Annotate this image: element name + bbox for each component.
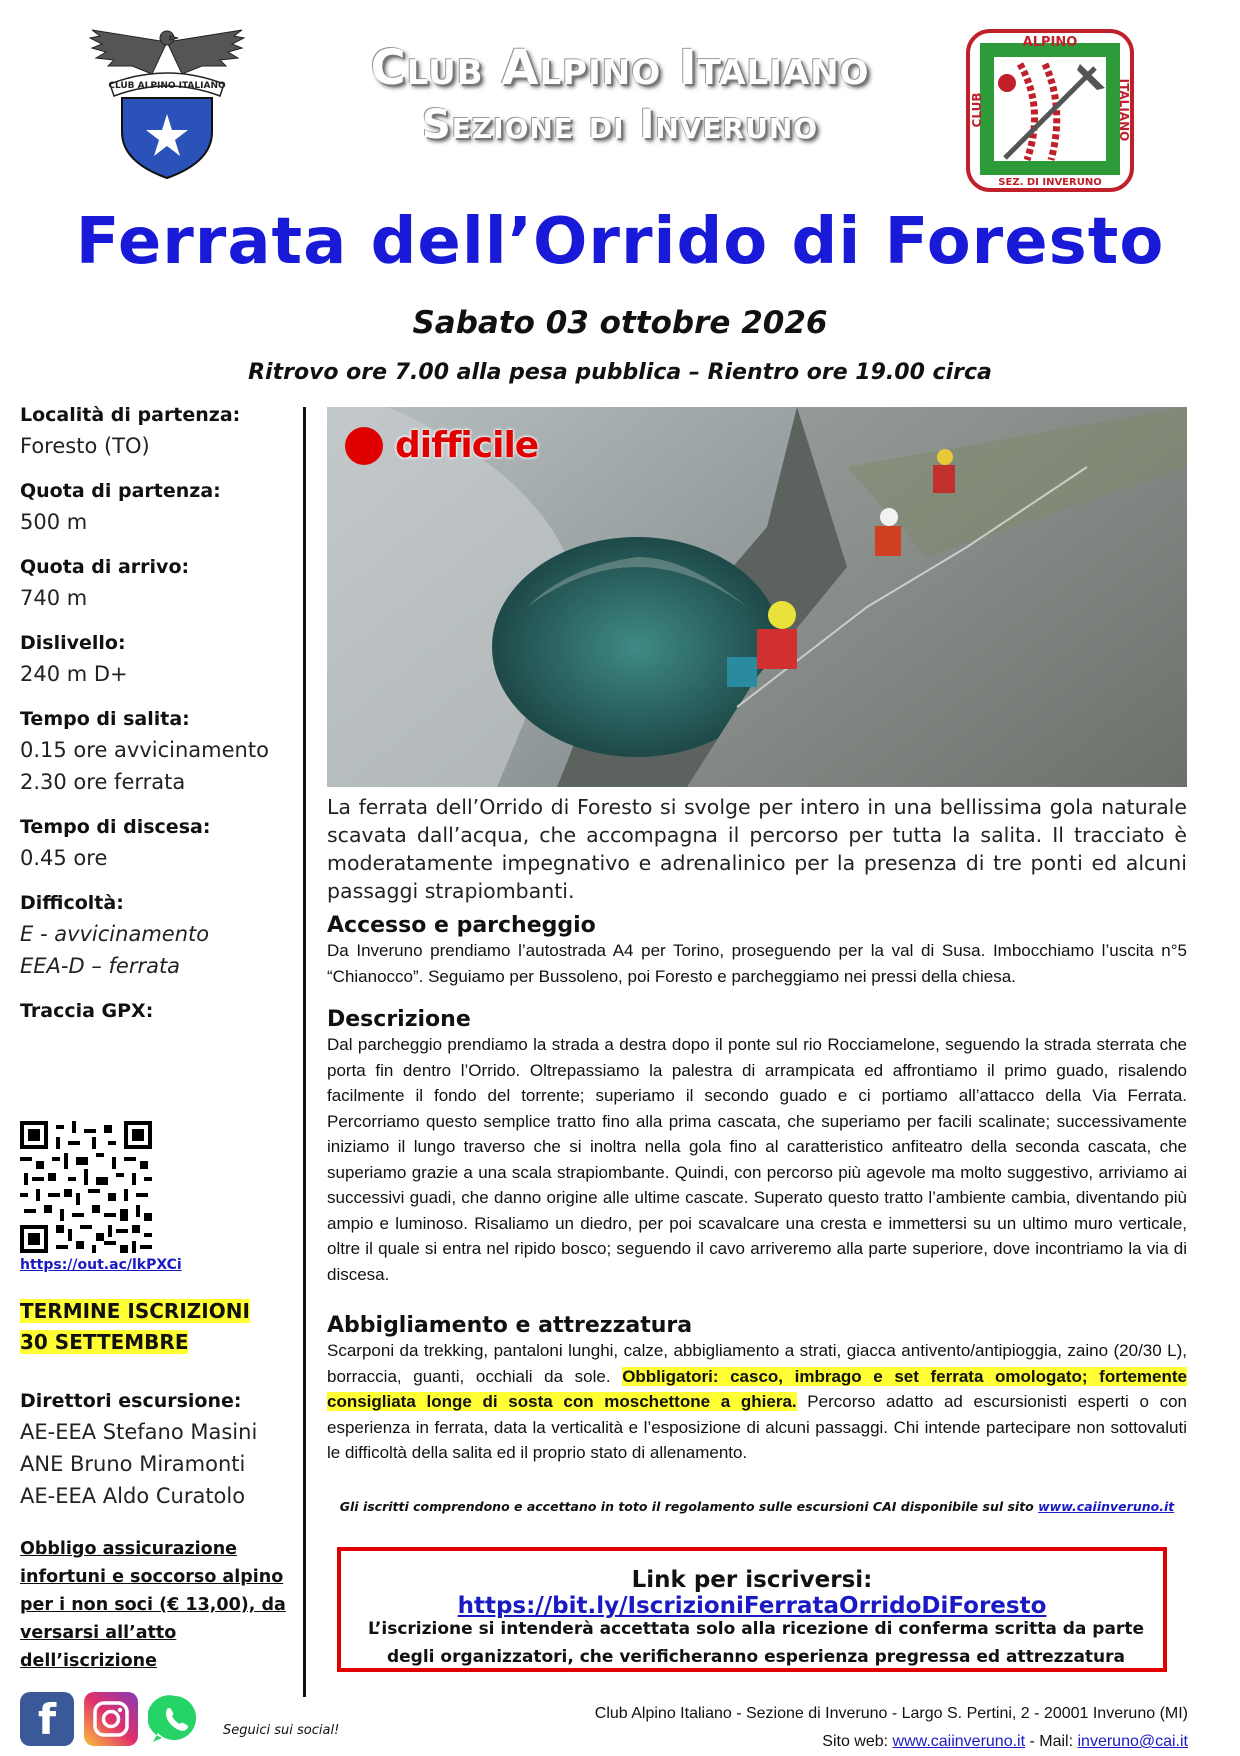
detail-start-location: Località di partenza: Foresto (TO) — [20, 404, 241, 458]
regulation-disclaimer: Gli iscritti comprendono e accettano in toto il regolamento sulle escursioni CAI disponibile sul sito www.caiinveruno.it — [339, 1499, 1175, 1514]
director-name: AE-EEA Aldo Curatolo — [20, 1484, 246, 1508]
whatsapp-icon[interactable] — [148, 1692, 202, 1746]
section-gear: Abbigliamento e attrezzatura Scarponi da trekking, pantaloni lunghi, calze, abbigliamento a strati, giacca antivento/antipioggia, zaino (20/30 L), borraccia, guanti, occhiali da sole. Obbligatori: casco, imbrago e set ferrata omologato; fortemente consigliata longe di sosta con moschettone a ghiera. Percorso adatto ad escursionisti esperti o con esperienza in ferrata, data la verticalità e l’esposizione di alcuni passaggi. Chi intende partecipare non sottovaluti le difficoltà della salita ed il proprio stato di allenamento. — [327, 1313, 1188, 1462]
director-name: AE-EEA Stefano Masini — [20, 1420, 258, 1444]
director-name: ANE Bruno Miramonti — [20, 1452, 246, 1476]
website-link[interactable]: www.caiinveruno.it — [1038, 1499, 1175, 1514]
club-name: Club Alpino Italiano — [370, 40, 870, 96]
gpx-label: Traccia GPX: — [20, 1000, 154, 1022]
detail-ascent-time: Tempo di salita: 0.15 ore avvicinamento 2.30 ore ferrata — [20, 708, 269, 794]
difficulty-dot-icon — [345, 427, 383, 465]
registration-note: L’iscrizione si intenderà accettata solo alla ricezione di conferma scritta da parte degli organizzatori, che verificheranno esperienza pregressa ed attrezzatura — [368, 1619, 1144, 1667]
svg-text:ALPINO: ALPINO — [1022, 35, 1078, 50]
intro-text: La ferrata dell’Orrido di Foresto si svolge per intero in una bellissima gola naturale scavata dall’acqua, che accompagna il percorso per tutta la salita. Il tracciato è moderatamente impegnativo e adrenalinico per la presenza di tre ponti ed alcuni passaggi strapiombanti. — [327, 795, 1187, 903]
svg-text:ITALIANO: ITALIANO — [1117, 78, 1131, 142]
detail-end-altitude: Quota di arrivo: 740 m — [20, 556, 190, 610]
follow-us: Seguici sui social! — [223, 1723, 340, 1738]
trip-details — [20, 400, 290, 1040]
cai-logo — [82, 22, 252, 182]
detail-difficulty: Difficoltà: E - avvicinamento EEA-D – ferrata — [20, 892, 210, 978]
difficulty-badge: difficile — [345, 425, 538, 466]
footer-email-link[interactable]: inveruno@cai.it — [1077, 1733, 1188, 1750]
detail-descent-time: Tempo di discesa: 0.45 ore — [20, 816, 211, 870]
event-title: Ferrata dell’Orrido di Foresto — [75, 205, 1165, 279]
trip-directors: Direttori escursione: AE-EEA Stefano Masini ANE Bruno Miramonti AE-EEA Aldo Curatolo — [20, 1386, 300, 1512]
insurance-notice: Obbligo assicurazione infortuni e soccorso alpino per i non soci (€ 13,00), da versarsi all’atto dell’iscrizione — [20, 1539, 286, 1671]
svg-text:SEZ. DI INVERUNO: SEZ. DI INVERUNO — [998, 177, 1102, 188]
meeting-info: Ritrovo ore 7.00 alla pesa pubblica – Rientro ore 19.00 circa — [248, 360, 992, 385]
cai-inveruno-logo — [965, 28, 1135, 193]
cai-logo-text: CLUB ALPINO ITALIANO — [108, 81, 226, 91]
footer-contacts: Club Alpino Italiano - Sezione di Inveruno - Largo S. Pertini, 2 - 20001 Inveruno (MI) Sito web: www.caiinveruno.it - Mail: inveruno@cai.it — [594, 1705, 1188, 1750]
gpx-link[interactable]: https://out.ac/lkPXCi — [20, 1257, 182, 1273]
footer-website-link[interactable]: www.caiinveruno.it — [892, 1733, 1026, 1750]
facebook-icon[interactable]: f — [20, 1692, 74, 1746]
column-divider — [303, 407, 306, 1697]
section-description: Descrizione Dal parcheggio prendiamo la strada a destra dopo il ponte sul rio Rocciamelone, seguendo la strada sterrata che porta fin dentro l’Orrido. Oltrepassiamo la palestra di arrampicata ed affrontiamo il primo guado, risalendo facilmente il fondo del torrente; superiamo il secondo guado e ci portiamo all’attacco della Via Ferrata. Percorriamo questo semplice tratto fino alla prima cascata, che superiamo per facili scalinate; successivamente iniziamo il lungo traverso che si inoltra nella gola fino al caratteristico anfiteatro della seconda cascata, che superiamo grazie a una scala strapiombante. Quindi, con percorso più agevole ma molto suggestivo, arriviamo ai successivi guadi, che danno origine alle ultime cascate. Superato questo tratto l’ambiente cambia, diventando più ampio e luminoso. Risaliamo un diedro, per poi scavalcare una cresta e immettersi su un ultimo muro verticale, oltre il quale si entra nel ripido bosco; seguendo il cavo arriveremo alla parte superiore, dove incontriamo la via di discesa. — [327, 1007, 1187, 1284]
detail-elevation-gain: Dislivello: 240 m D+ — [20, 632, 128, 686]
instagram-icon[interactable] — [84, 1692, 138, 1746]
registration-box: Link per iscriversi: https://bit.ly/IscrizioniFerrataOrridoDiForesto L’iscrizione si intenderà accettata solo alla ricezione di conferma scritta da parte degli organizzatori, che verificheranno esperienza pregressa ed attrezzatura — [337, 1547, 1167, 1672]
mandatory-gear: Obbligatori: casco, imbrago e set ferrata omologato; fortemente consigliata longe di sosta con moschettone a ghiera. — [327, 1366, 1188, 1411]
detail-start-altitude: Quota di partenza: 500 m — [20, 480, 221, 534]
gpx-qr-code[interactable] — [20, 1121, 152, 1253]
section-name: Sezione di Inveruno — [421, 102, 819, 148]
registration-deadline: TERMINE ISCRIZIONI 30 SETTEMBRE — [20, 1299, 250, 1354]
section-access: Accesso e parcheggio Da Inveruno prendiamo l’autostrada A4 per Torino, proseguendo per la val di Susa. Imbocchiamo l’uscita n°5 “Chianocco”. Seguiamo per Bussoleno, poi Foresto e parcheggiamo nei pressi della chiesa. — [327, 913, 1187, 986]
registration-link[interactable]: https://bit.ly/IscrizioniFerrataOrridoDiForesto — [457, 1593, 1047, 1619]
event-date: Sabato 03 ottobre 2026 — [412, 305, 828, 341]
svg-text:CLUB: CLUB — [970, 92, 984, 128]
social-icons — [20, 1692, 202, 1746]
